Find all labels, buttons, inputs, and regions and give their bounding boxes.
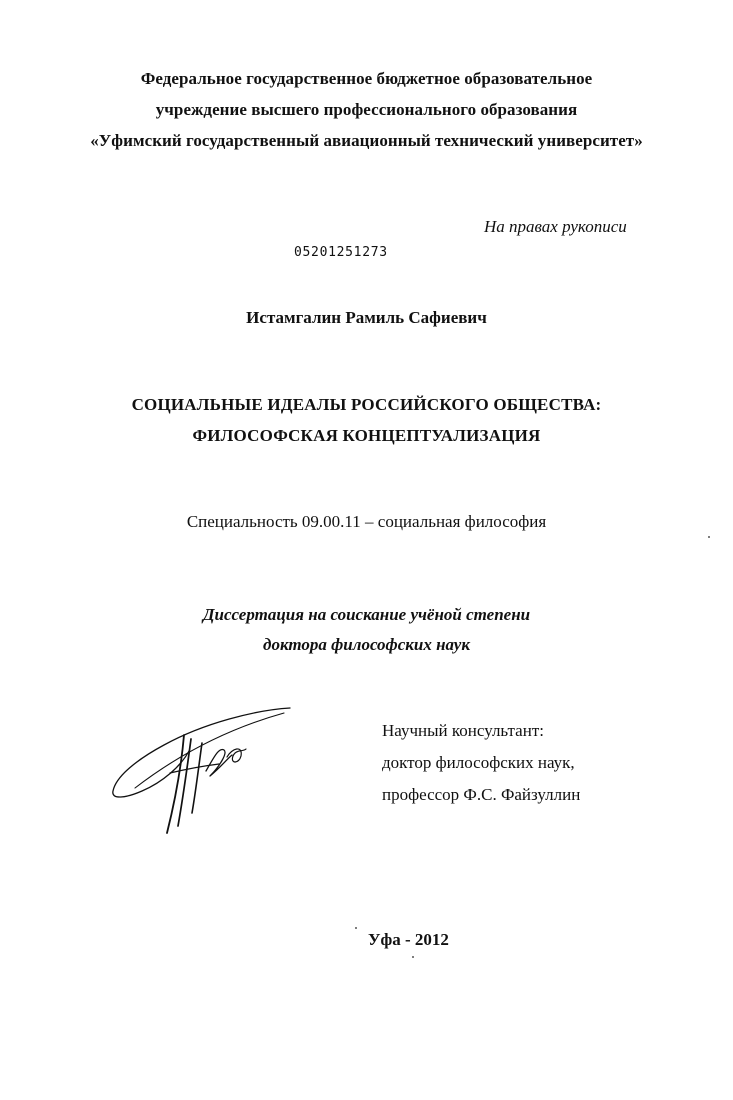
institution-line-1: Федеральное государственное бюджетное образовательное (140, 69, 593, 88)
degree-line-2: доктора философских наук (263, 635, 470, 654)
dissertation-title-line-1: СОЦИАЛЬНЫЕ ИДЕАЛЫ РОССИЙСКОГО ОБЩЕСТВА: (131, 395, 602, 414)
scan-speck (355, 927, 357, 929)
advisor-degree: доктор философских наук, (382, 753, 575, 772)
signature-stroke-c (192, 743, 202, 813)
institution-line-3: «Уфимский государственный авиационный технический университет» (90, 131, 643, 150)
degree-line-1: Диссертация на соискание учёной степени (202, 605, 531, 624)
signature-tail (227, 749, 246, 762)
signature-crossbar (170, 764, 219, 773)
signature-stroke-b (178, 739, 191, 826)
handwritten-signature-icon (108, 700, 304, 835)
registration-number: 05201251273 (294, 245, 388, 260)
author-name: Истамгалин Рамиль Сафиевич (246, 308, 487, 327)
signature-stroke-a (167, 735, 184, 833)
scan-speck (708, 536, 710, 538)
dissertation-title-line-2: ФИЛОСОФСКАЯ КОНЦЕПТУАЛИЗАЦИЯ (192, 426, 541, 445)
signature-sweep-inner (135, 713, 284, 788)
city-and-year: Уфа - 2012 (368, 930, 449, 949)
scan-speck (412, 956, 414, 958)
manuscript-rights-label: На правах рукописи (484, 217, 627, 236)
specialty-text: Специальность 09.00.11 – социальная философия (186, 512, 547, 531)
advisor-name: профессор Ф.С. Файзуллин (382, 785, 581, 804)
signature-loop (206, 749, 232, 776)
institution-line-2: учреждение высшего профессионального образования (155, 100, 578, 119)
advisor-label: Научный консультант: (382, 721, 544, 740)
